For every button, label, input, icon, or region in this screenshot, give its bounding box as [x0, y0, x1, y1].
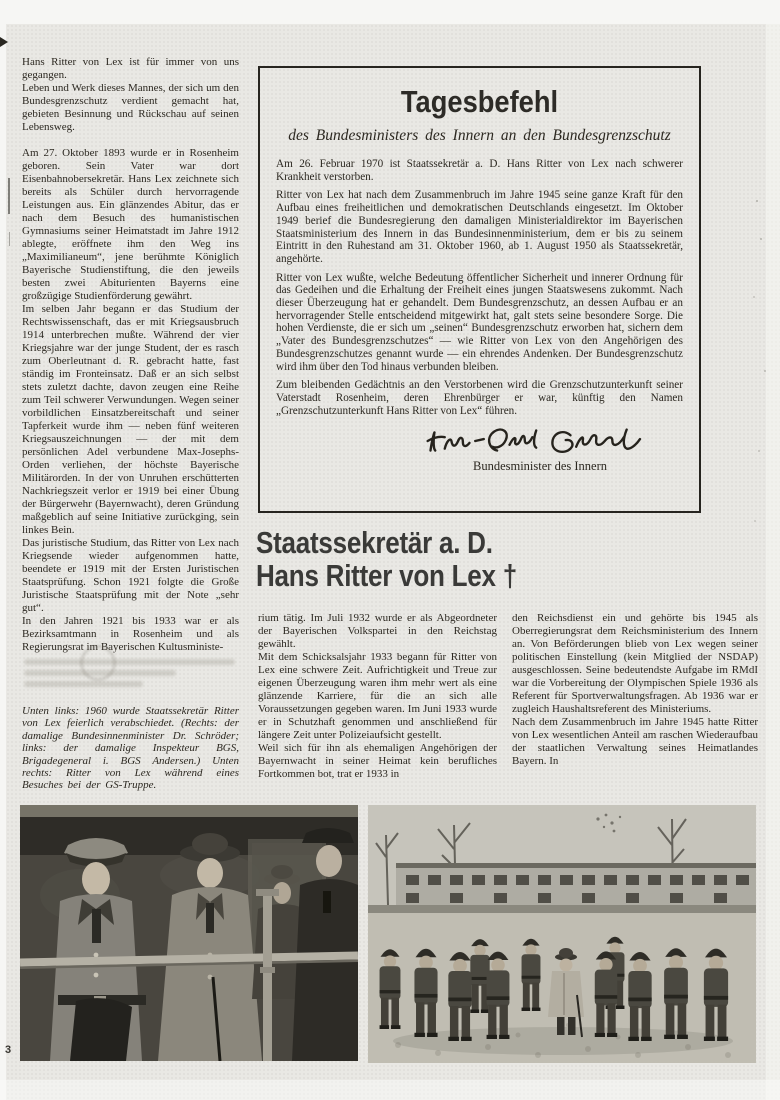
- signature-caption: Bundesminister des Innern: [472, 459, 607, 474]
- handwritten-signature: [414, 421, 666, 461]
- photo-farewell-scene: [20, 805, 358, 1061]
- left-text-column: [22, 56, 239, 792]
- article-column-middle: [258, 612, 497, 781]
- scan-fold-artifact: [9, 232, 10, 246]
- article-column-right: [512, 612, 758, 768]
- biography-paragraph: Im selben Jahr begann er das Studium der Rechtswissenschaft, das er mit Kriegsausbruch 1914 unterbrechen mußte. Während der vier Kriegsjahre war der junge Student, der es rasch zum Oberleutnant d. R. gebracht hatte, fast ständig im Fronteinsatz. Daß er an sich selbst stets zuletzt dachte, davon zeugen eine Reihe zum Teil schwerer Verwundungen. Wegen seiner vorbildlichen Einsatzbereitschaft und seiner Tapferkeit wurde ihm — neben fünf weiteren Kriegsauszeichnungen — der mit dem persönlichen Adel verbundene Max-Josephs-Orden verliehen, der höchste Bayerische Militärorden. In der von Unruhen erschütterten Nachkriegszeit verlor er 1919 bei einer Übung der Bürgerwehr (Bayernwacht), deren Gründung maßgeblich auf seine Initiative zurückging, sein linkes Bein.: [22, 303, 239, 536]
- headline-line-1: Staatssekretär a. D.: [256, 525, 493, 560]
- tagesbefehl-paragraph: Ritter von Lex hat nach dem Zusammenbruch im Jahre 1945 seine ganze Kraft für den Aufbau eines freiheitlichen und demokratischen Deutschlands eingesetzt. Im Oktober 1949 berief die Bundesregierung den damaligen Ministerialdirektor im Bayerischen Staatsministerium des Innern in das Bundesinnenministerium, dem er bis zu seinem Eintritt in den Ruhestand am 31. Oktober 1960, ab 1. August 1950 als Staatssekretär, angehörte.: [276, 189, 683, 265]
- tagesbefehl-paragraph: Am 26. Februar 1970 ist Staatssekretär a. D. Hans Ritter von Lex nach schwerer Krankheit verstorben.: [276, 158, 683, 183]
- obituary-lead-paragraph: Leben und Werk dieses Mannes, der sich um den Bundesgrenzschutz verdient gemacht hat, gebieten Besinnung und Rückschau auf seinen Lebensweg.: [22, 82, 239, 133]
- signature-block: [405, 421, 675, 474]
- article-headline: [256, 526, 517, 592]
- barracks-building: [396, 863, 756, 908]
- tagesbefehl-title: Tagesbefehl: [400, 84, 559, 119]
- biography-paragraph: Am 27. Oktober 1893 wurde er in Rosenheim geboren. Sein Vater war dort Eisenbahnobersekretär. Hans Lex zeichnete sich bereits als Schüler durch hervorragende Leistungen aus. Ein glänzendes Abitur, das er nach dem Besuch des humanistischen Gymnasiums seiner Heimatstadt im Jahre 1912 ablegte, eröffnete ihm den Weg ins „Maximilianeum“, jene berühmte Königlich Bayerische Studienstiftung, die den jeweils besten zwei Abiturienten Bayerns eine großzügige Studienförderung gewährt.: [22, 147, 239, 302]
- scan-noise-specks: [756, 200, 758, 202]
- obituary-lead-paragraph: Hans Ritter von Lex ist für immer von uns gegangen.: [22, 56, 239, 81]
- page-number: 3: [5, 1044, 12, 1056]
- headline-line-2: Hans Ritter von Lex †: [256, 558, 517, 593]
- biography-paragraph: In den Jahren 1921 bis 1933 war er als Bezirksamtmann in Rosenheim und als Regierungsrat im Bayerischen Kultusministe-: [22, 615, 239, 653]
- bleed-line: [24, 681, 143, 687]
- bleed-line: [24, 670, 176, 676]
- scan-edge-right: [766, 24, 780, 1100]
- photo-farewell-1960: [20, 805, 358, 1061]
- article-paragraph: den Reichsdienst ein und gehörte bis 1945 als Oberregierungsrat dem Reichsministerium des Innern an. Von Beförderungen blieb von Lex wegen seiner politischen Einstellung (kein Mitglied der NSDAP) ausgeschlossen. Seine bedeutendste Aufgabe im RMdI war die Vorbereitung der Olympischen Spiele 1936 als Referent für Sportverwaltungsfragen. Ab 1936 war er zugleich Haushaltsreferent des Ministeriums.: [512, 612, 758, 715]
- article-paragraph: Nach dem Zusammenbruch im Jahre 1945 hatte Ritter von Lex wesentlichen Anteil am raschen Wiederaufbau der staatlichen Verwaltung seines Heimatlandes Bayern. In: [512, 716, 758, 767]
- photo-gs-truppe-visit: [368, 805, 756, 1063]
- tagesbefehl-body: [276, 158, 683, 417]
- bleed-line: [24, 659, 235, 665]
- scan-edge-bottom: [0, 1080, 780, 1100]
- scan-artifact-mark: [0, 37, 8, 47]
- biography-paragraph: Das juristische Studium, das Ritter von Lex nach Kriegsende wieder aufgenommen hatte, beendete er 1919 mit der Ersten Juristischen Staatsprüfung. Schon 1921 folgte die Große Juristische Staatsprüfung mit der Note „sehr gut“.: [22, 537, 239, 614]
- scan-fold-artifact: [8, 178, 10, 214]
- tagesbefehl-subtitle: des Bundesministers des Innern an den Bundesgrenzschutz: [288, 127, 671, 144]
- print-bleedthrough-artifact: [22, 659, 239, 705]
- article-paragraph: Weil sich für ihn als ehemaligen Angehörigen der Bayernwacht in seiner Heimat kein berufliches Fortkommen bot, trat er 1933 in: [258, 742, 497, 780]
- article-paragraph: rium tätig. Im Juli 1932 wurde er als Abgeordneter der Bayerischen Volkspartei in den Reichstag gewählt.: [258, 612, 497, 650]
- photo-troops-scene: [368, 805, 756, 1063]
- article-paragraph: Mit dem Schicksalsjahr 1933 begann für Ritter von Lex eine schwere Zeit. Aufrichtigkeit und Treue zur eigenen Überzeugung waren ihm mehr wert als eine glänzende Karriere, für die an sich alle Voraussetzungen gegeben waren. Im Juni 1933 wurde er in Schutzhaft genommen und anschließend für längere Zeit unter Polizeiaufsicht gestellt.: [258, 651, 497, 741]
- tagesbefehl-paragraph: Ritter von Lex wußte, welche Bedeutung öffentlicher Sicherheit und innerer Ordnung für das Gedeihen und die Erhaltung der Freiheit eines jungen Staatswesens zukommt. Nach dieser Überzeugung hat er gehandelt. Dem Bundesgrenzschutz, an dessen Aufbau er an hervorragender Stelle entscheidend mitgewirkt hat, galt stets seine besondere Sorge. Die hohen Verdienste, die er sich um „seinen“ Bundesgrenzschutz erworben hat, sichern dem „Vater des Bundesgrenzschutzes“ — wie Ritter von Lex von den Angehörigen des Bundesgrenzschutzes genannt wurde — ein ehrendes Andenken. Der Bundesgrenzschutz wird ihm über den Tod hinaus verbunden bleiben.: [276, 271, 683, 373]
- photo-caption: Unten links: 1960 wurde Staatssekretär Ritter von Lex feierlich verabschiedet. (Rechts: der damalige Bundesinnenminister Dr. Schröder; links: der damalige Inspekteur BGS, Brigadegeneral i. BGS Andersen.) Unten rechts: Ritter von Lex während eines Besuches bei der GS-Truppe.: [22, 705, 239, 792]
- tagesbefehl-paragraph: Zum bleibenden Gedächtnis an den Verstorbenen wird die Grenzschutzunterkunft seiner Vaterstadt Rosenheim, deren Ehrenbürger er war, künftig den Namen „Grenzschutzunterkunft Hans Ritter von Lex“ führen.: [276, 379, 683, 417]
- tagesbefehl-box: [258, 66, 701, 513]
